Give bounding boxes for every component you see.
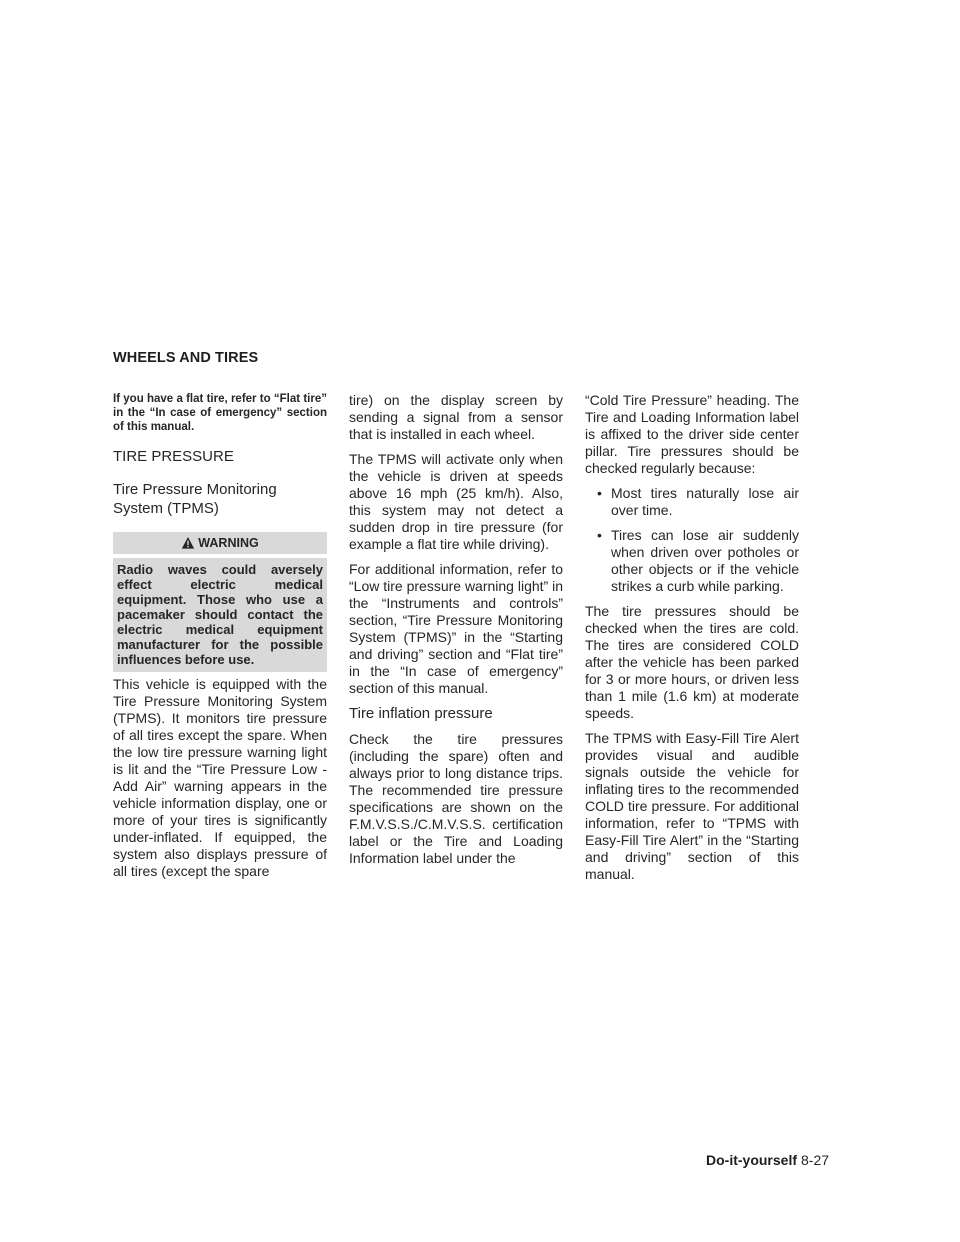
- paragraph-check-cold: The tire pressures should be checked when the tires are cold. The tires are considered COLD after the vehicle has been parked for 3 or more hours, or driven less than 1 mile (1.6 km) at moderate speeds.: [585, 603, 799, 721]
- heading-tire-pressure: TIRE PRESSURE: [113, 448, 234, 465]
- paragraph-check-pressure: Check the tire pressures (including the spare) often and always prior to long distance trips. The recommended tire pressure specifications are shown on the F.M.V.S.S./C.M.V.S.S. certification label or the Tire and Loading Information label under the: [349, 731, 563, 866]
- bullet-icon: •: [597, 485, 602, 501]
- list-item: • Most tires naturally lose air over time.: [597, 485, 799, 518]
- heading-tire-inflation: Tire inflation pressure: [349, 705, 493, 722]
- paragraph-additional-info: For additional information, refer to “Low tire pressure warning light” in the “Instruments and controls” section, “Tire Pressure Monitoring System (TPMS)” in the “Starting and driving” section and “Flat tire” in the “In case of emergency” section of this manual.: [349, 561, 563, 696]
- warning-text: Radio waves could aversely effect electric medical equipment. Those who use a pacemaker should contact the electric medical equipment manufacturer for the possible influences before use.: [113, 558, 327, 672]
- column-2: [349, 392, 563, 875]
- page-number: 8-27: [801, 1152, 830, 1168]
- paragraph-activation: The TPMS will activate only when the vehicle is driven at speeds above 16 mph (25 km/h). Also, this system may not detect a sudden drop in tire pressure (for example a flat tire while driving).: [349, 451, 563, 552]
- bullet-icon: •: [597, 527, 602, 543]
- flat-tire-note: If you have a flat tire, refer to “Flat tire” in the “In case of emergency” section of this manual.: [113, 393, 327, 433]
- column-1: [113, 392, 327, 888]
- paragraph-display-screen: tire) on the display screen by sending a signal from a sensor that is installed in each wheel.: [349, 392, 563, 442]
- column-3: [585, 392, 799, 891]
- warning-header: [113, 532, 327, 554]
- paragraph-easy-fill: The TPMS with Easy-Fill Tire Alert provides visual and audible signals outside the vehicle for inflating tires to the recommended COLD tire pressure. For additional information, refer to “TPMS with Easy-Fill Tire Alert” in the “Starting and driving” section of this manual.: [585, 730, 799, 882]
- page-footer: [706, 1152, 829, 1168]
- paragraph-cold-tire-pressure: “Cold Tire Pressure” heading. The Tire and Loading Information label is affixed to the driver side center pillar. Tire pressures should be checked regularly because:: [585, 392, 799, 476]
- section-header: WHEELS AND TIRES: [113, 350, 259, 366]
- list-item: • Tires can lose air suddenly when driven over potholes or other objects or if the vehicle strikes a curb while parking.: [597, 527, 799, 594]
- paragraph-tpms-intro: This vehicle is equipped with the Tire Pressure Monitoring System (TPMS). It monitors tire pressure of all tires except the spare. When the low tire pressure warning light is lit and the “Tire Pressure Low - Add Air” warning appears in the vehicle information display, one or more of your tires is significantly under-inflated. If equipped, the system also displays pressure of all tires (except the spare: [113, 676, 327, 879]
- warning-title: WARNING: [198, 536, 259, 550]
- heading-tpms: Tire Pressure Monitoring System (TPMS): [113, 481, 277, 517]
- footer-section-label: Do-it-yourself: [706, 1152, 797, 1168]
- reasons-list: [585, 485, 799, 595]
- warning-triangle-icon: [181, 536, 195, 550]
